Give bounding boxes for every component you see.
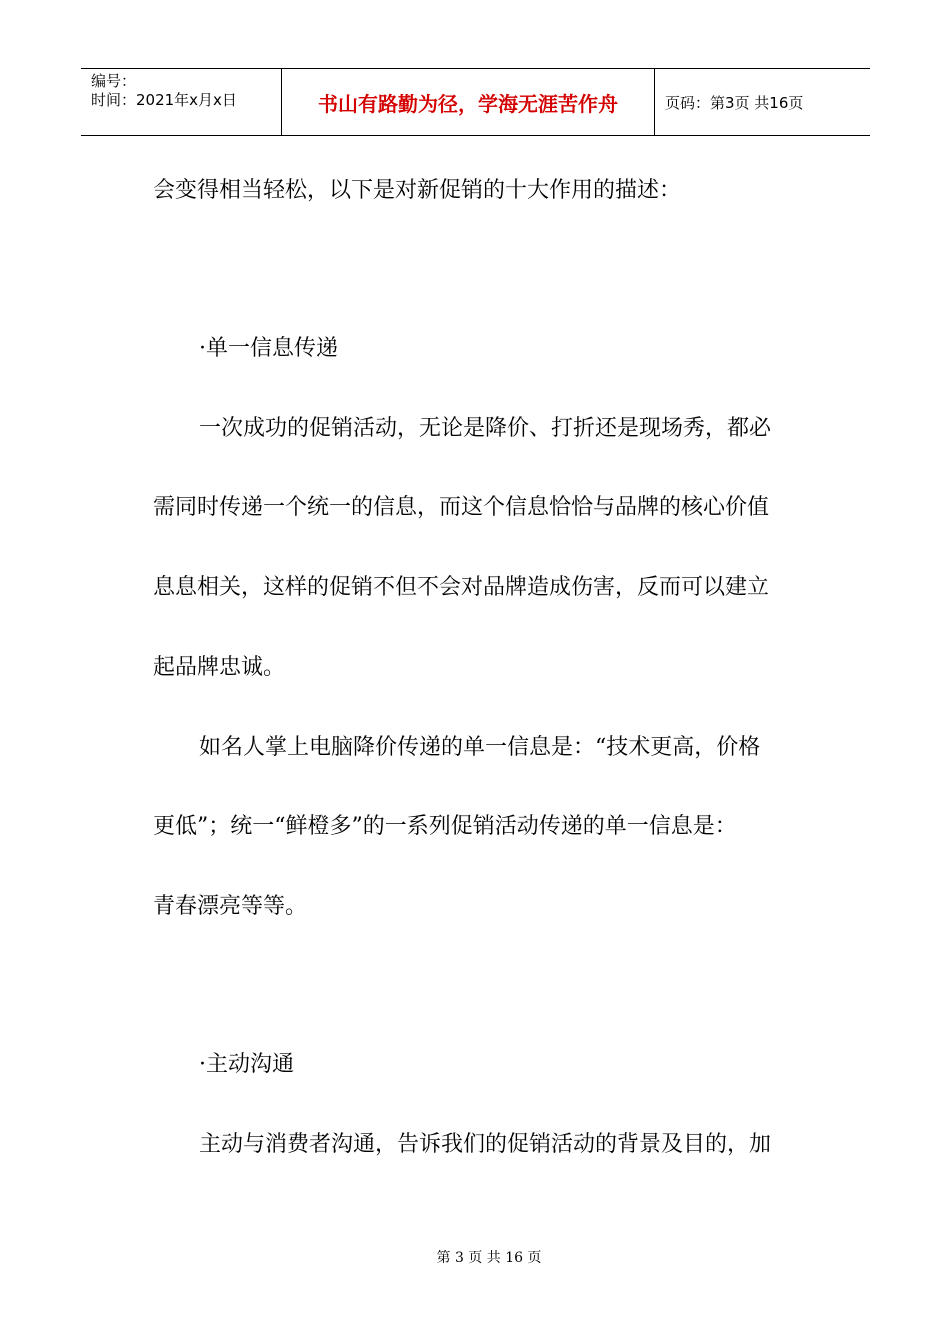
paragraph-line: 一次成功的促销活动，无论是降价、打折还是现场秀，都必 [199, 416, 772, 441]
paragraph-line: 起品牌忠诚。 [153, 655, 286, 680]
header-page-info: 页码：第3页 共16页 [665, 93, 804, 112]
paragraph-line: 如名人掌上电脑降价传递的单一信息是：“技术更高，价格 [199, 735, 761, 760]
paragraph-line: 主动与消费者沟通，告诉我们的促销活动的背景及目的，加 [199, 1132, 772, 1157]
page-footer: 第 3 页 共 16 页 [436, 1250, 542, 1266]
time-label: 时间：2021年x月x日 [91, 91, 237, 109]
page-header [81, 68, 870, 136]
paragraph-line: 青春漂亮等等。 [153, 894, 308, 919]
code-label: 编号： [91, 72, 137, 90]
paragraph-line: 息息相关，这样的促销不但不会对品牌造成伤害，反而可以建立 [153, 575, 770, 600]
header-motto: 书山有路勤为径，学海无涯苦作舟 [282, 69, 655, 135]
paragraph-line: 更低”；统一“鲜橙多”的一系列促销活动传递的单一信息是： [153, 814, 737, 839]
section-heading: ·主动沟通 [199, 1052, 294, 1077]
paragraph-line: 会变得相当轻松，以下是对新促销的十大作用的描述： [153, 178, 682, 203]
section-heading: ·单一信息传递 [199, 336, 338, 361]
header-meta [81, 69, 282, 135]
paragraph-line: 需同时传递一个统一的信息，而这个信息恰恰与品牌的核心价值 [153, 495, 770, 520]
